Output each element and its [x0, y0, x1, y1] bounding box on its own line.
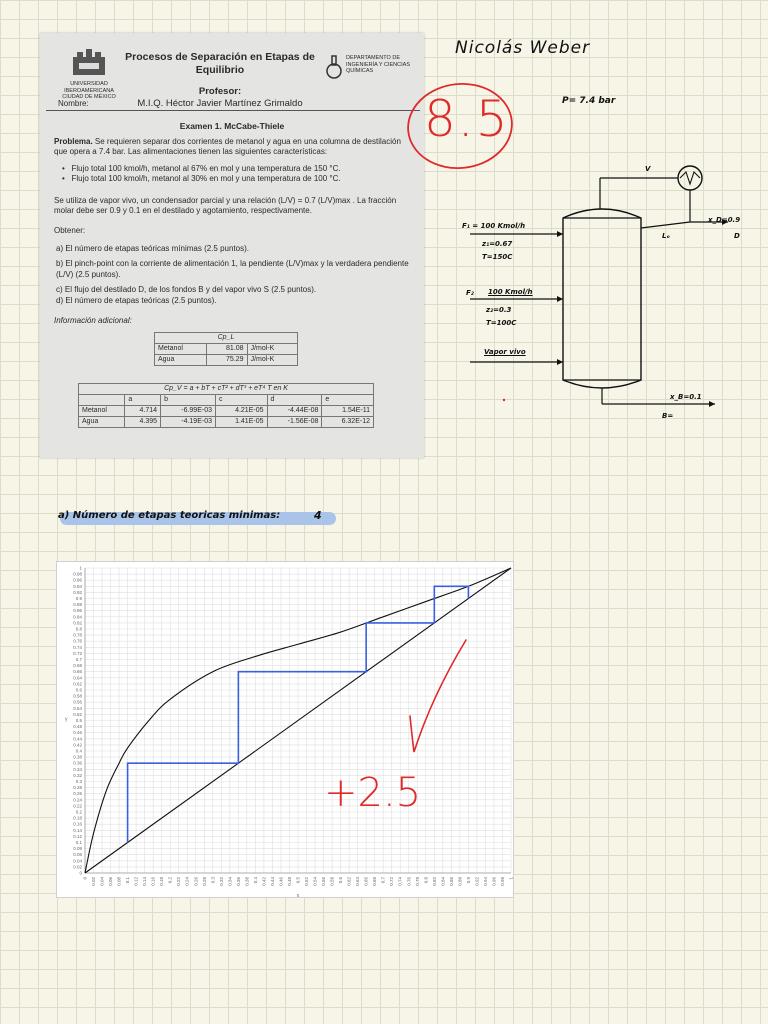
x-tick-label: 0.14 — [142, 877, 148, 886]
y-tick-label: 0.18 — [73, 815, 82, 821]
label-xb: x_B=0.1 — [670, 393, 702, 401]
y-tick-label: 0.7 — [75, 657, 82, 662]
label-feed1: F₁ = 100 Kmol/h — [462, 222, 526, 230]
x-tick-label: 0.26 — [193, 877, 199, 886]
table-row: Metanol 81.08 J/mol-K — [155, 344, 298, 355]
y-tick-label: 0.5 — [75, 718, 82, 723]
y-tick-label: 0.88 — [73, 602, 82, 608]
y-tick-label: 0.82 — [73, 620, 82, 626]
y-tick-label: 0.64 — [73, 675, 82, 681]
y-tick-label: 0.52 — [73, 711, 82, 717]
grade-value: 8.5 — [424, 90, 510, 148]
professor-label: Profesor: — [198, 86, 242, 97]
answer-a-value: 4 — [314, 509, 322, 522]
label-vapor: V — [645, 165, 651, 173]
x-tick-label: 0.94 — [482, 877, 488, 886]
x-axis-label: x — [296, 893, 300, 897]
cp-table-header: Cp_L — [155, 333, 298, 344]
question-item: d) El número de etapas teóricas (2.5 puntos). — [56, 295, 217, 305]
y-tick-label: 0.44 — [73, 736, 82, 742]
y-tick-label: 0.2 — [75, 809, 82, 815]
x-tick-label: 0.66 — [363, 877, 369, 886]
y-tick-label: 0.02 — [73, 864, 82, 870]
additional-info-label: Información adicional: — [54, 316, 132, 325]
y-tick-label: 0.62 — [73, 681, 82, 687]
y-tick-label: 0.26 — [73, 791, 82, 797]
x-tick-label: 0.04 — [99, 877, 105, 886]
x-tick-label: 0.16 — [150, 877, 156, 886]
condenser-text: Se utiliza de vapor vivo, un condensador parcial y una relación (L/V) = 0.7 (L/V)max . La fracción molar debe ser 0.9 y 0.1 en el destilado y agotamiento, respectivamente. — [54, 196, 397, 216]
y-tick-label: 0.66 — [73, 669, 82, 675]
y-tick-label: 0.74 — [73, 644, 82, 650]
x-tick-label: 0.08 — [116, 877, 122, 886]
x-tick-label: 0.06 — [108, 877, 114, 886]
y-tick-label: 0.32 — [73, 772, 82, 778]
obtain-label: Obtener: — [54, 226, 86, 235]
label-xd: x_D=0.9 — [708, 216, 741, 224]
x-tick-label: 0.82 — [431, 877, 437, 886]
y-tick-label: 0.56 — [73, 699, 82, 705]
professor-block — [120, 86, 320, 111]
course-title: Procesos de Separación en Etapas de Equilibrio — [125, 51, 315, 77]
y-tick-label: 0.94 — [73, 583, 82, 589]
y-tick-label: 0.96 — [73, 577, 82, 583]
x-tick-label: 0.6 — [338, 877, 344, 884]
table-row: Metanol 4.714 -6.99E-03 4.21E-05 -4.44E-08 1.54E-11 — [79, 406, 374, 417]
y-tick-label: 0.08 — [73, 846, 82, 852]
x-tick-label: 0.58 — [329, 877, 335, 886]
question-item: c) El flujo del destilado D, de los fondos B y del vapor vivo S (2.5 puntos). — [56, 285, 317, 295]
y-tick-label: 0.4 — [75, 748, 82, 754]
y-tick-label: 0.42 — [73, 742, 82, 748]
x-tick-label: 0.36 — [235, 877, 241, 886]
x-tick-label: 0.28 — [201, 877, 207, 886]
x-tick-label: 0.74 — [397, 877, 403, 886]
table-row: Agua 4.395 -4.19E-03 1.41E-05 -1.56E-08 6.32E-12 — [79, 417, 374, 428]
y-tick-label: 0.22 — [73, 803, 82, 809]
y-tick-label: 0.76 — [73, 638, 82, 644]
x-tick-label: 0.1 — [125, 877, 131, 884]
checkmark-icon — [402, 636, 472, 766]
y-tick-label: 0.12 — [73, 833, 82, 839]
problem-text: Se requieren separar dos corrientes de metanol y agua en una columna de destilación que opera a 7.4 bar. Las alimentaciones tienen las siguientes características: — [54, 137, 401, 157]
x-tick-label: 0.86 — [448, 877, 454, 886]
x-tick-label: 0.32 — [218, 877, 224, 886]
x-tick-label: 0.98 — [499, 877, 505, 886]
y-tick-label: 0.84 — [73, 614, 82, 620]
professor-name: M.I.Q. Héctor Javier Martínez Grimaldo — [137, 98, 303, 110]
y-tick-label: 0.28 — [73, 785, 82, 791]
x-tick-label: 0.2 — [167, 877, 173, 884]
y-tick-label: 0.98 — [73, 571, 82, 577]
department-name: DEPARTAMENTO DE INGENIERÍA Y CIENCIAS QUÍMICAS — [346, 55, 410, 75]
x-tick-label: 0.18 — [159, 877, 165, 886]
label-live-steam: Vapor vivo — [484, 348, 526, 356]
x-tick-label: 0.46 — [278, 877, 284, 886]
label-t2: T=100C — [486, 319, 517, 327]
x-tick-label: 0.02 — [91, 877, 97, 886]
x-tick-label: 0.3 — [210, 877, 216, 884]
x-tick-label: 0.12 — [133, 877, 139, 886]
x-tick-label: 0.7 — [380, 877, 386, 884]
y-axis-label: y — [65, 716, 68, 723]
y-tick-label: 0.1 — [75, 840, 82, 845]
x-tick-label: 0.92 — [474, 877, 480, 886]
department-flask-icon — [326, 55, 342, 79]
university-name: UNIVERSIDAD IBEROAMERICANA — [64, 81, 114, 94]
x-tick-label: 0.64 — [355, 877, 361, 886]
x-tick-label: 0.9 — [465, 877, 471, 884]
y-tick-label: 0.8 — [75, 626, 82, 632]
y-tick-label: 0.68 — [73, 663, 82, 669]
y-tick-label: 1 — [79, 565, 82, 571]
question-item: a) El número de etapas teóricas mínimas (2.5 puntos). — [56, 244, 249, 253]
y-tick-label: 0 — [79, 870, 82, 876]
x-tick-label: 0.4 — [252, 877, 258, 884]
y-tick-label: 0.54 — [73, 705, 82, 711]
x-tick-label: 0.76 — [406, 877, 412, 886]
x-tick-label: 0.42 — [261, 877, 267, 886]
y-tick-label: 0.92 — [73, 589, 82, 595]
university-crest-icon — [69, 49, 109, 79]
label-reflux: Lₒ — [662, 232, 670, 240]
x-tick-label: 0.24 — [184, 877, 190, 886]
x-tick-label: 0.72 — [389, 877, 395, 886]
feed-item: • Flujo total 100 kmol/h, metanol al 30% en mol y una temperatura de 100 °C. — [62, 174, 341, 184]
department-logo — [326, 55, 418, 79]
label-z2: z₂=0.3 — [486, 306, 512, 314]
label-t1: T=150C — [482, 253, 513, 261]
question-list — [56, 244, 412, 306]
y-tick-label: 0.24 — [73, 797, 82, 803]
y-tick-label: 0.78 — [73, 632, 82, 638]
x-tick-label: 0.48 — [286, 877, 292, 886]
table-row: Agua 75.29 J/mol-K — [155, 355, 298, 366]
cpv-table-header: Cp_V = a + bT + cT² + dT³ + eT⁴ T en K — [79, 384, 374, 395]
y-tick-label: 0.16 — [73, 821, 82, 827]
y-tick-label: 0.46 — [73, 730, 82, 736]
y-tick-label: 0.6 — [75, 687, 82, 693]
y-tick-label: 0.58 — [73, 693, 82, 699]
x-tick-label: 0.38 — [244, 877, 250, 886]
score-add: +2.5 — [324, 770, 422, 816]
x-tick-label: 0.8 — [423, 877, 429, 884]
name-underline — [46, 110, 420, 111]
y-tick-label: 0.14 — [73, 827, 82, 833]
y-tick-label: 0.3 — [75, 779, 82, 784]
x-tick-label: 0.22 — [176, 877, 182, 886]
y-tick-label: 0.06 — [73, 852, 82, 858]
x-tick-label: 0.62 — [346, 877, 352, 886]
label-bottoms: B= — [662, 412, 674, 420]
label-distillate: D — [734, 232, 740, 240]
x-tick-label: 0.52 — [304, 877, 310, 886]
y-tick-label: 0.86 — [73, 608, 82, 614]
table-header-row: a b c d e — [79, 395, 374, 406]
y-tick-label: 0.48 — [73, 724, 82, 730]
cp-vapor-table — [78, 383, 374, 428]
x-tick-label: 0 — [82, 877, 88, 880]
feed-list — [62, 164, 402, 185]
x-tick-label: 0.88 — [457, 877, 463, 886]
x-tick-label: 0.54 — [312, 877, 318, 886]
exam-photo — [40, 33, 424, 458]
problem-statement — [54, 137, 410, 158]
x-tick-label: 0.96 — [491, 877, 497, 886]
y-tick-label: 0.34 — [73, 766, 82, 772]
feed-item: • Flujo total 100 kmol/h, metanol al 67% en mol y una temperatura de 150 °C. — [62, 164, 341, 173]
condenser-icon — [678, 166, 702, 190]
name-label: Nombre: — [58, 99, 89, 108]
student-name: Nicolás Weber — [455, 38, 591, 58]
exam-title: Examen 1. McCabe-Thiele — [179, 121, 285, 131]
x-tick-label: 0.34 — [227, 877, 233, 886]
university-logo — [54, 49, 124, 100]
x-tick-label: 0.68 — [372, 877, 378, 886]
answer-a-label: a) Número de etapas teoricas minimas: — [58, 510, 281, 521]
label-z1: z₁=0.67 — [482, 240, 513, 248]
y-tick-label: 0.04 — [73, 858, 82, 864]
distillation-column — [563, 209, 641, 388]
y-tick-label: 0.72 — [73, 650, 82, 656]
label-feed2: F₂ — [466, 289, 474, 297]
y-tick-label: 0.38 — [73, 754, 82, 760]
x-tick-label: 0.78 — [414, 877, 420, 886]
x-tick-label: 0.5 — [295, 877, 301, 884]
label-feed2-flow: 100 Kmol/h — [488, 288, 533, 296]
x-tick-label: 0.44 — [269, 877, 275, 886]
problem-label: Problema. — [54, 137, 93, 146]
cp-liquid-table — [154, 332, 298, 366]
y-tick-label: 0.36 — [73, 760, 82, 766]
question-item: b) El pinch-point con la corriente de alimentación 1, la pendiente (L/V)max y la verdadera pendiente (L/V) (2.5 puntos). — [56, 259, 409, 279]
pressure-note: P= 7.4 bar — [562, 96, 616, 106]
university-subtitle: CIUDAD DE MÉXICO — [62, 93, 116, 100]
operating-line — [85, 843, 128, 874]
y-tick-label: 0.9 — [75, 596, 82, 601]
x-tick-label: 0.84 — [440, 877, 446, 886]
x-tick-label: 0.56 — [321, 877, 327, 886]
x-tick-label: 1 — [508, 877, 513, 880]
